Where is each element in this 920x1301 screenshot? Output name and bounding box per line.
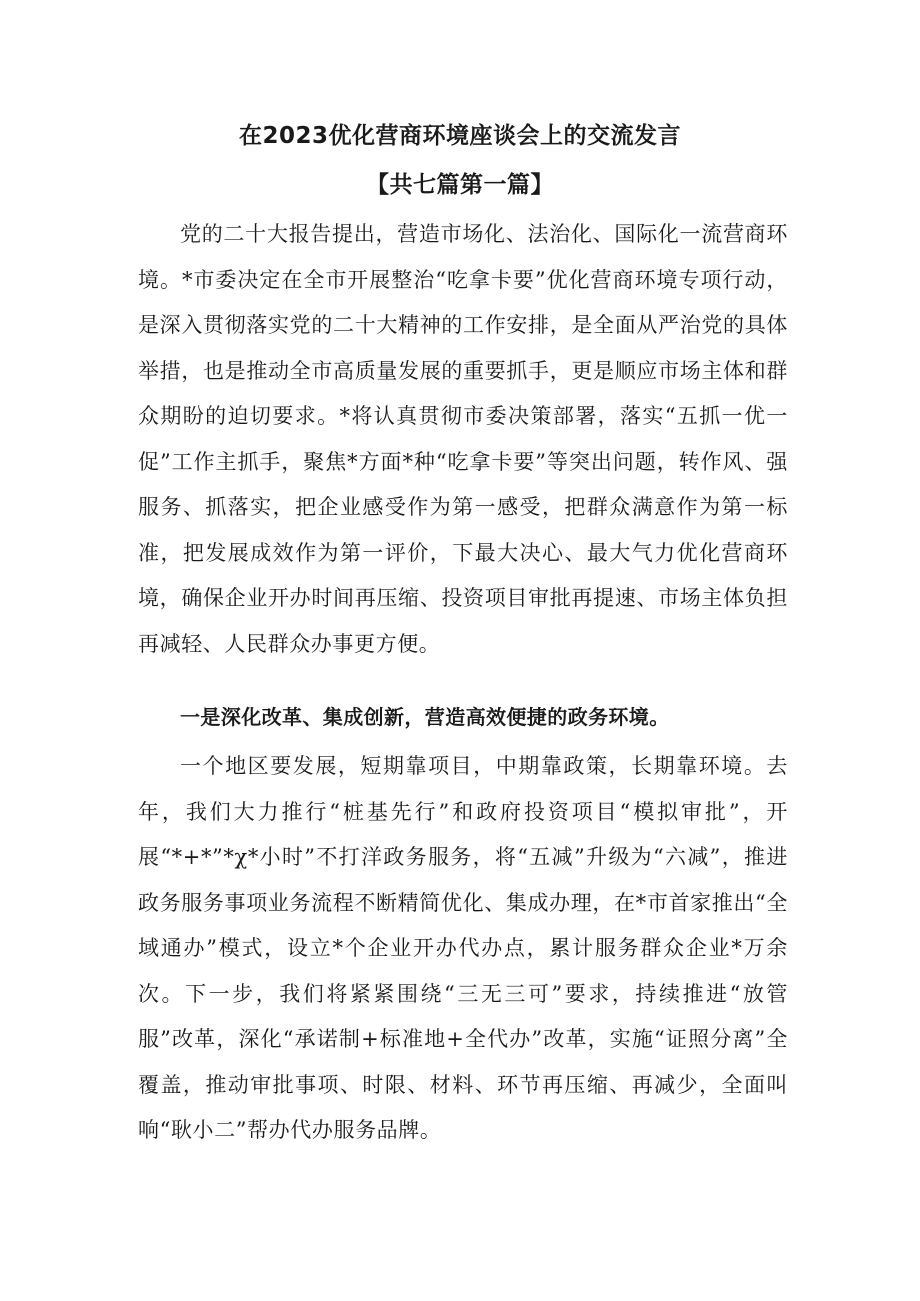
paragraph-section-1: 一个地区要发展，短期靠项目，中期靠政策，长期靠环境。去年，我们大力推行“桩基先行”和政府投资项目“模拟审批”，开展“*+*”*χ*小时”不打洋政务服务，将“五减”升级为“六减”，推进政务服务事项业务流程不断精简优化、集成办理，在*市首家推出“全域通办”模式，设立*个企业开办代办点，累计服务群众企业*万余次。下一步，我们将紧紧围绕“三无三可”要求，持续推进“放管服”改革，深化“承诺制+标准地+全代办”改革，实施“证照分离”全覆盖，推动审批事项、时限、材料、环节再压缩、再减少，全面叫响“耿小二”帮办代办服务品牌。 bbox=[138, 754, 788, 1142]
document-title: 在2023优化营商环境座谈会上的交流发言 bbox=[238, 123, 681, 149]
section-heading-1: 一是深化改革、集成创新，营造高效便捷的政务环境。 bbox=[180, 705, 670, 729]
paragraph-intro: 党的二十大报告提出，营造市场化、法治化、国际化一流营商环境。*市委决定在全市开展整治“吃拿卡要”优化营商环境专项行动，是深入贯彻落实党的二十大精神的工作安排，是全面从严治党的具体举措，也是推动全市高质量发展的重要抓手，更是顺应市场主体和群众期盼的迫切要求。*将认真贯彻市委决策部署，落实“五抓一优一促”工作主抓手，聚焦*方面*种“吃拿卡要”等突出问题，转作风、强服务、抓落实，把企业感受作为第一感受，把群众满意作为第一标准，把发展成效作为第一评价，下最大决心、最大气力优化营商环境，确保企业开办时间再压缩、投资项目审批再提速、市场主体负担再减轻、人民群众办事更方便。 bbox=[138, 222, 788, 656]
document-subtitle: 【共七篇第一篇】 bbox=[366, 172, 554, 198]
